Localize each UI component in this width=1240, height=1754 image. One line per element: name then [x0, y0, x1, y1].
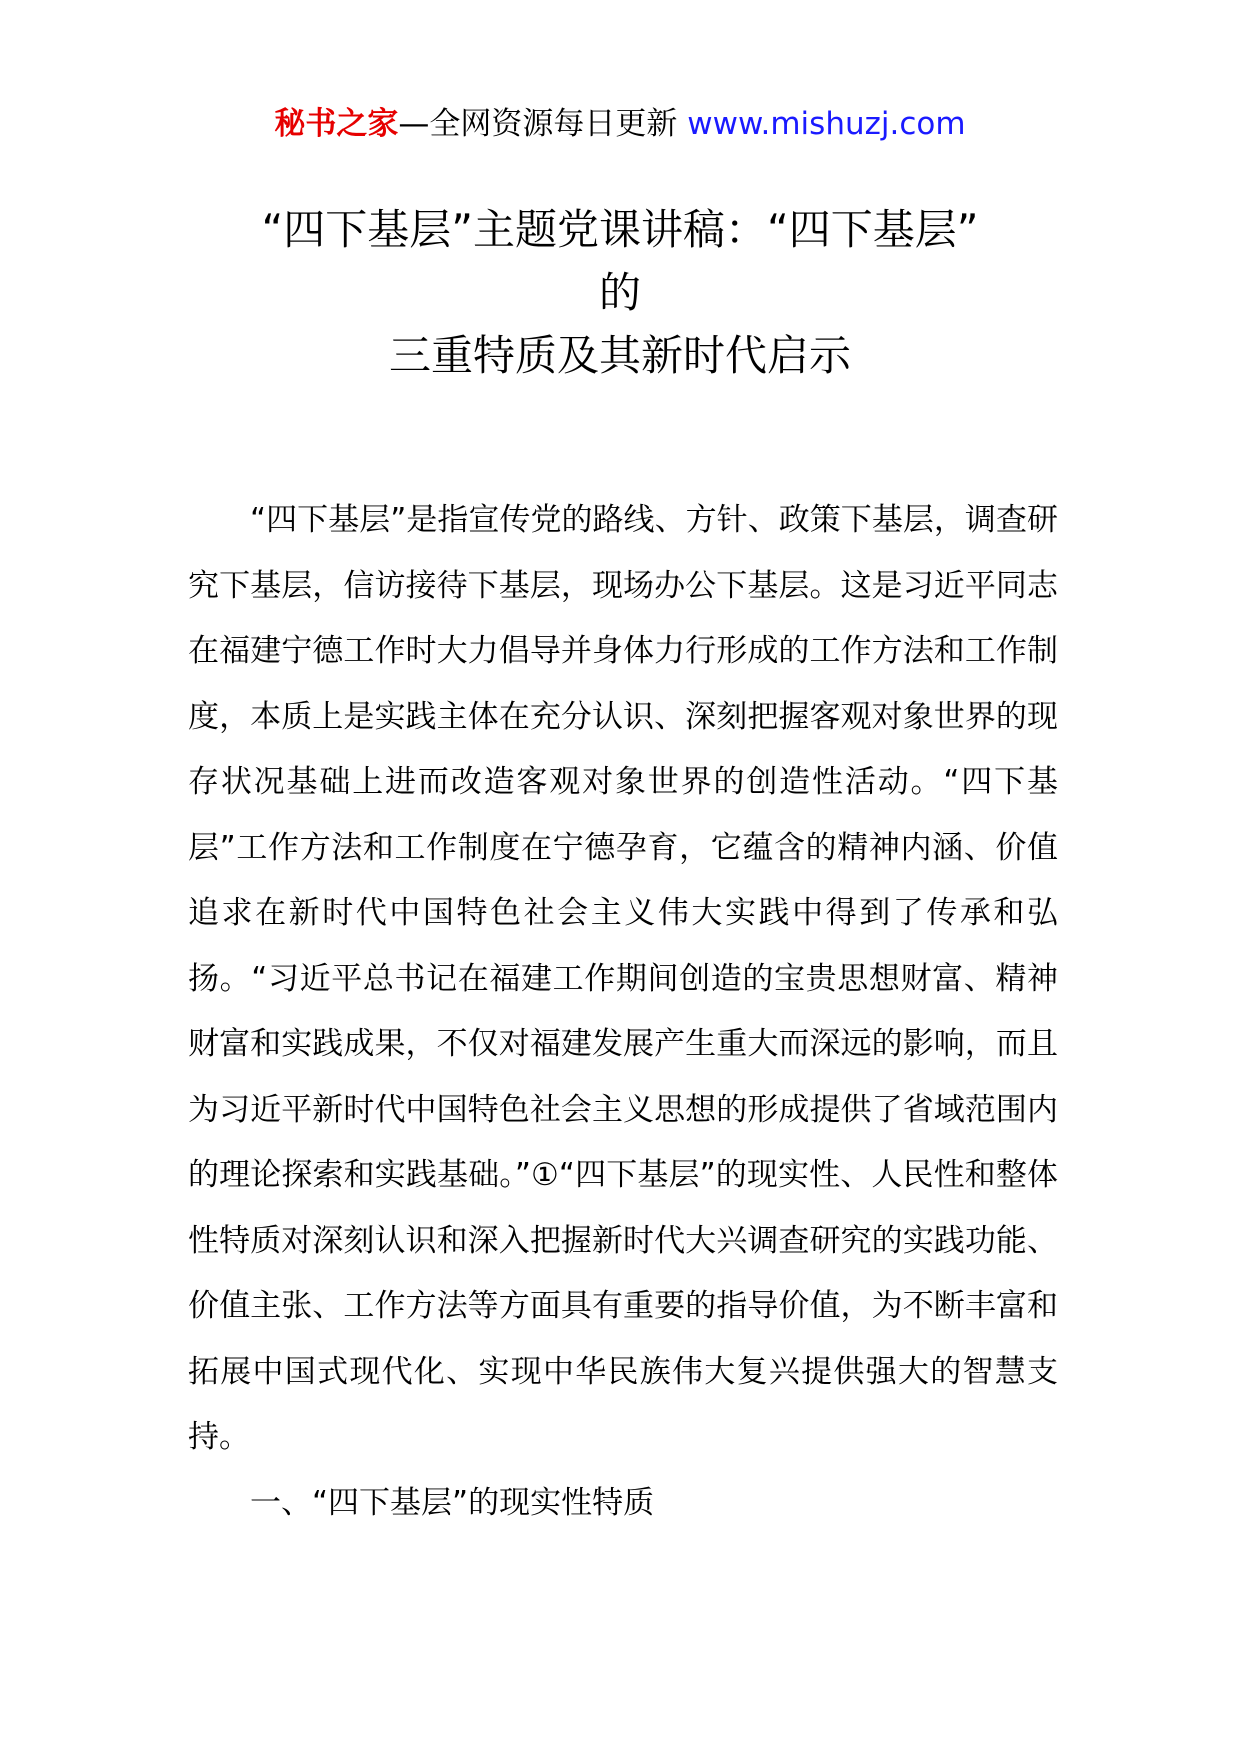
title-line-2: 的: [598, 268, 641, 317]
title-line-3: 三重特质及其新时代启示: [388, 331, 851, 380]
header-tagline: —全网资源每日更新: [398, 106, 688, 142]
document-body: [188, 488, 1058, 1536]
site-header: [0, 100, 1240, 148]
title-line-1: “四下基层”主题党课讲稿：“四下基层”: [261, 205, 979, 254]
document-title: [100, 198, 1140, 387]
brand-name: 秘书之家: [274, 106, 399, 142]
section-heading-1: 一、“四下基层”的现实性特质: [250, 1484, 655, 1521]
intro-paragraph: “四下基层”是指宣传党的路线、方针、政策下基层，调查研究下基层，信访接待下基层，现场办公下基层。这是习近平同志在福建宁德工作时大力倡导并身体力行形成的工作方法和工作制度，本质上是实践主体在充分认识、深刻把握客观对象世界的现存状况基础上进而改造客观对象世界的创造性活动。“四下基层”工作方法和工作制度在宁德孕育，它蕴含的精神内涵、价值追求在新时代中国特色社会主义伟大实践中得到了传承和弘扬。“习近平总书记在福建工作期间创造的宝贵思想财富、精神财富和实践成果，不仅对福建发展产生重大而深远的影响，而且为习近平新时代中国特色社会主义思想的形成提供了省域范围内的理论探索和实践基础。”①“四下基层”的现实性、人民性和整体性特质对深刻认识和深入把握新时代大兴调查研究的实践功能、价值主张、工作方法等方面具有重要的指导价值，为不断丰富和拓展中国式现代化、实现中华民族伟大复兴提供强大的智慧支持。: [188, 502, 1058, 1455]
site-url-link[interactable]: www.mishuzj.com: [687, 106, 966, 142]
